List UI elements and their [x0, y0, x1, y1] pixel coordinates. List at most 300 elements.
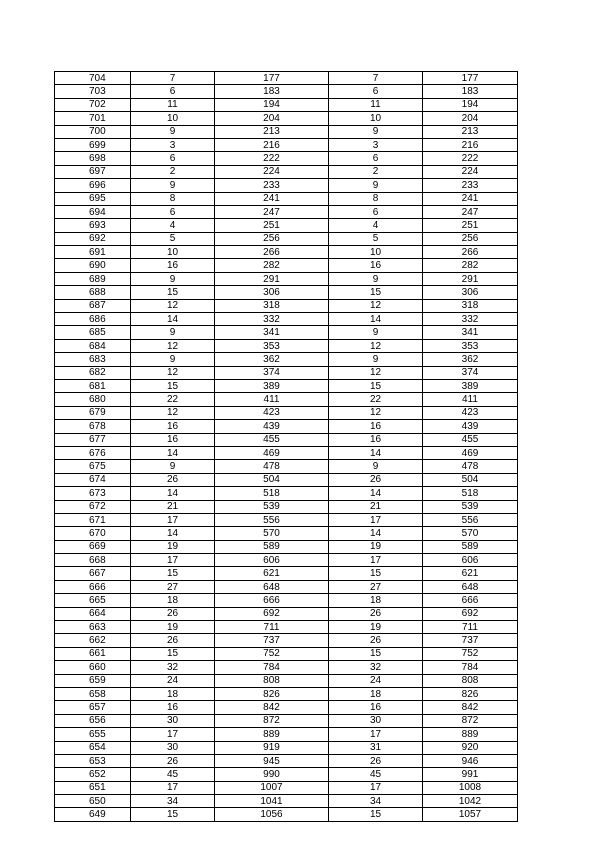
table-cell: 606 — [215, 554, 329, 567]
table-cell: 2 — [131, 165, 215, 178]
table-cell: 842 — [215, 701, 329, 714]
table-cell: 920 — [423, 741, 518, 754]
table-cell: 183 — [215, 85, 329, 98]
table-cell: 318 — [423, 299, 518, 312]
table-cell: 478 — [215, 460, 329, 473]
table-cell: 16 — [329, 433, 423, 446]
table-cell: 826 — [215, 687, 329, 700]
table-cell: 9 — [329, 326, 423, 339]
table-cell: 1056 — [215, 808, 329, 821]
table-cell: 247 — [215, 205, 329, 218]
table-cell: 439 — [423, 420, 518, 433]
table-cell: 654 — [55, 741, 131, 754]
table-cell: 7 — [329, 72, 423, 85]
table-cell: 15 — [131, 567, 215, 580]
table-cell: 690 — [55, 259, 131, 272]
table-cell: 17 — [131, 513, 215, 526]
table-cell: 224 — [423, 165, 518, 178]
table-cell: 9 — [329, 353, 423, 366]
table-cell: 673 — [55, 487, 131, 500]
table-row — [55, 339, 518, 352]
table-cell: 251 — [423, 219, 518, 232]
table-cell: 22 — [131, 393, 215, 406]
table-cell: 251 — [215, 219, 329, 232]
table-cell: 17 — [329, 554, 423, 567]
table-cell: 666 — [215, 594, 329, 607]
table-cell: 233 — [215, 179, 329, 192]
table-cell: 621 — [215, 567, 329, 580]
table-cell: 621 — [423, 567, 518, 580]
table-cell: 31 — [329, 741, 423, 754]
table-cell: 423 — [423, 406, 518, 419]
table-cell: 32 — [131, 661, 215, 674]
table-cell: 17 — [131, 728, 215, 741]
table-row — [55, 674, 518, 687]
table-cell: 19 — [329, 540, 423, 553]
table-cell: 695 — [55, 192, 131, 205]
table-cell: 10 — [131, 246, 215, 259]
table-cell: 711 — [215, 621, 329, 634]
table-cell: 752 — [423, 647, 518, 660]
table-cell: 680 — [55, 393, 131, 406]
table-cell: 518 — [423, 487, 518, 500]
table-cell: 341 — [215, 326, 329, 339]
table-cell: 353 — [215, 339, 329, 352]
table-cell: 177 — [215, 72, 329, 85]
table-cell: 12 — [329, 339, 423, 352]
table-row — [55, 621, 518, 634]
table-cell: 222 — [423, 152, 518, 165]
table-cell: 4 — [329, 219, 423, 232]
table-cell: 12 — [131, 366, 215, 379]
table-row — [55, 246, 518, 259]
table-cell: 5 — [329, 232, 423, 245]
table-cell: 5 — [131, 232, 215, 245]
table-cell: 666 — [423, 594, 518, 607]
table-cell: 18 — [329, 594, 423, 607]
table-row — [55, 72, 518, 85]
table-cell: 26 — [131, 754, 215, 767]
table-cell: 662 — [55, 634, 131, 647]
table-cell: 15 — [131, 286, 215, 299]
table-cell: 686 — [55, 313, 131, 326]
table-cell: 691 — [55, 246, 131, 259]
table-cell: 784 — [423, 661, 518, 674]
table-cell: 808 — [423, 674, 518, 687]
score-distribution-table — [54, 71, 518, 822]
table-cell: 589 — [215, 540, 329, 553]
table-cell: 469 — [423, 446, 518, 459]
table-cell: 389 — [423, 379, 518, 392]
table-cell: 16 — [329, 259, 423, 272]
table-cell: 990 — [215, 768, 329, 781]
table-cell: 266 — [215, 246, 329, 259]
table-cell: 15 — [329, 647, 423, 660]
table-cell: 687 — [55, 299, 131, 312]
table-row — [55, 152, 518, 165]
table-cell: 455 — [423, 433, 518, 446]
table-cell: 12 — [329, 406, 423, 419]
table-cell: 15 — [329, 286, 423, 299]
table-row — [55, 353, 518, 366]
table-cell: 12 — [131, 406, 215, 419]
table-cell: 389 — [215, 379, 329, 392]
table-cell: 8 — [131, 192, 215, 205]
table-cell: 674 — [55, 473, 131, 486]
table-cell: 1042 — [423, 795, 518, 808]
table-cell: 752 — [215, 647, 329, 660]
table-cell: 9 — [131, 272, 215, 285]
table-cell: 45 — [131, 768, 215, 781]
table-cell: 681 — [55, 379, 131, 392]
table-cell: 4 — [131, 219, 215, 232]
table-cell: 667 — [55, 567, 131, 580]
table-cell: 7 — [131, 72, 215, 85]
table-cell: 539 — [423, 500, 518, 513]
table-cell: 606 — [423, 554, 518, 567]
table-row — [55, 286, 518, 299]
table-cell: 15 — [131, 647, 215, 660]
table-cell: 9 — [131, 179, 215, 192]
table-cell: 672 — [55, 500, 131, 513]
table-cell: 670 — [55, 527, 131, 540]
table-cell: 18 — [131, 594, 215, 607]
table-cell: 45 — [329, 768, 423, 781]
table-cell: 247 — [423, 205, 518, 218]
table-cell: 19 — [131, 621, 215, 634]
table-cell: 9 — [131, 460, 215, 473]
table-cell: 17 — [329, 781, 423, 794]
table-cell: 504 — [423, 473, 518, 486]
table-row — [55, 98, 518, 111]
table-row — [55, 754, 518, 767]
table-cell: 701 — [55, 112, 131, 125]
table-cell: 652 — [55, 768, 131, 781]
table-cell: 374 — [215, 366, 329, 379]
table-cell: 678 — [55, 420, 131, 433]
table-row — [55, 741, 518, 754]
table-cell: 15 — [131, 808, 215, 821]
table-cell: 15 — [131, 379, 215, 392]
table-cell: 332 — [215, 313, 329, 326]
table-cell: 282 — [215, 259, 329, 272]
table-cell: 11 — [131, 98, 215, 111]
table-cell: 9 — [329, 460, 423, 473]
table-cell: 6 — [329, 205, 423, 218]
table-cell: 256 — [215, 232, 329, 245]
table-cell: 6 — [131, 152, 215, 165]
table-cell: 3 — [131, 138, 215, 151]
table-row — [55, 125, 518, 138]
table-cell: 737 — [423, 634, 518, 647]
table-row — [55, 795, 518, 808]
table-cell: 411 — [423, 393, 518, 406]
table-cell: 26 — [329, 754, 423, 767]
table-cell: 224 — [215, 165, 329, 178]
table-cell: 26 — [131, 634, 215, 647]
table-cell: 194 — [215, 98, 329, 111]
table-row — [55, 379, 518, 392]
table-cell: 14 — [131, 313, 215, 326]
table-row — [55, 661, 518, 674]
table-row — [55, 138, 518, 151]
table-cell: 26 — [131, 473, 215, 486]
table-cell: 14 — [131, 527, 215, 540]
table-cell: 183 — [423, 85, 518, 98]
table-cell: 15 — [329, 808, 423, 821]
table-row — [55, 406, 518, 419]
table-cell: 6 — [329, 85, 423, 98]
table-cell: 919 — [215, 741, 329, 754]
table-cell: 194 — [423, 98, 518, 111]
table-row — [55, 594, 518, 607]
table-row — [55, 513, 518, 526]
table-row — [55, 299, 518, 312]
table-cell: 14 — [131, 487, 215, 500]
table-row — [55, 219, 518, 232]
table-cell: 668 — [55, 554, 131, 567]
table-cell: 679 — [55, 406, 131, 419]
table-cell: 478 — [423, 460, 518, 473]
table-row — [55, 567, 518, 580]
table-cell: 889 — [423, 728, 518, 741]
table-cell: 1008 — [423, 781, 518, 794]
table-cell: 30 — [131, 741, 215, 754]
table-cell: 653 — [55, 754, 131, 767]
table-cell: 14 — [329, 446, 423, 459]
table-cell: 18 — [131, 687, 215, 700]
table-cell: 233 — [423, 179, 518, 192]
table-row — [55, 781, 518, 794]
table-cell: 27 — [131, 580, 215, 593]
table-cell: 10 — [329, 112, 423, 125]
table-cell: 14 — [329, 313, 423, 326]
table-cell: 693 — [55, 219, 131, 232]
table-cell: 6 — [131, 85, 215, 98]
table-cell: 18 — [329, 687, 423, 700]
table-cell: 222 — [215, 152, 329, 165]
table-row — [55, 687, 518, 700]
table-cell: 666 — [55, 580, 131, 593]
table-cell: 282 — [423, 259, 518, 272]
table-row — [55, 366, 518, 379]
table-cell: 660 — [55, 661, 131, 674]
table-cell: 216 — [215, 138, 329, 151]
table-cell: 21 — [131, 500, 215, 513]
table-cell: 26 — [329, 634, 423, 647]
table-cell: 9 — [131, 326, 215, 339]
table-row — [55, 112, 518, 125]
table-cell: 556 — [423, 513, 518, 526]
table-cell: 439 — [215, 420, 329, 433]
table-cell: 648 — [423, 580, 518, 593]
table-cell: 663 — [55, 621, 131, 634]
table-cell: 332 — [423, 313, 518, 326]
table-cell: 26 — [329, 607, 423, 620]
table-cell: 702 — [55, 98, 131, 111]
table-cell: 697 — [55, 165, 131, 178]
table-cell: 17 — [329, 513, 423, 526]
table-cell: 6 — [131, 205, 215, 218]
table-cell: 698 — [55, 152, 131, 165]
table-cell: 306 — [215, 286, 329, 299]
table-cell: 570 — [215, 527, 329, 540]
table-cell: 539 — [215, 500, 329, 513]
table-body — [55, 72, 518, 822]
table-cell: 692 — [215, 607, 329, 620]
table-cell: 16 — [131, 701, 215, 714]
table-cell: 651 — [55, 781, 131, 794]
table-cell: 24 — [131, 674, 215, 687]
table-cell: 9 — [131, 125, 215, 138]
table-cell: 12 — [329, 366, 423, 379]
table-cell: 808 — [215, 674, 329, 687]
table-cell: 24 — [329, 674, 423, 687]
table-cell: 658 — [55, 687, 131, 700]
table-cell: 684 — [55, 339, 131, 352]
table-cell: 177 — [423, 72, 518, 85]
table-cell: 648 — [215, 580, 329, 593]
table-cell: 241 — [215, 192, 329, 205]
table-row — [55, 205, 518, 218]
table-row — [55, 446, 518, 459]
table-row — [55, 85, 518, 98]
table-cell: 688 — [55, 286, 131, 299]
table-cell: 9 — [131, 353, 215, 366]
table-cell: 362 — [215, 353, 329, 366]
table-cell: 455 — [215, 433, 329, 446]
table-cell: 9 — [329, 125, 423, 138]
table-cell: 204 — [215, 112, 329, 125]
table-cell: 241 — [423, 192, 518, 205]
table-cell: 556 — [215, 513, 329, 526]
table-cell: 256 — [423, 232, 518, 245]
table-cell: 737 — [215, 634, 329, 647]
table-row — [55, 580, 518, 593]
table-cell: 650 — [55, 795, 131, 808]
table-row — [55, 728, 518, 741]
table-row — [55, 420, 518, 433]
table-row — [55, 714, 518, 727]
table-row — [55, 768, 518, 781]
table-row — [55, 460, 518, 473]
table-cell: 704 — [55, 72, 131, 85]
table-row — [55, 326, 518, 339]
table-row — [55, 179, 518, 192]
table-cell: 16 — [131, 420, 215, 433]
table-cell: 16 — [131, 433, 215, 446]
table-cell: 17 — [131, 781, 215, 794]
table-cell: 889 — [215, 728, 329, 741]
table-cell: 411 — [215, 393, 329, 406]
table-cell: 15 — [329, 379, 423, 392]
table-row — [55, 272, 518, 285]
table-row — [55, 393, 518, 406]
table-cell: 216 — [423, 138, 518, 151]
table-cell: 362 — [423, 353, 518, 366]
table-row — [55, 701, 518, 714]
table-row — [55, 259, 518, 272]
table-row — [55, 473, 518, 486]
table-row — [55, 500, 518, 513]
table-cell: 10 — [131, 112, 215, 125]
table-cell: 16 — [329, 420, 423, 433]
table-cell: 6 — [329, 152, 423, 165]
table-cell: 689 — [55, 272, 131, 285]
table-cell: 699 — [55, 138, 131, 151]
table-cell: 3 — [329, 138, 423, 151]
table-row — [55, 808, 518, 821]
table-cell: 26 — [131, 607, 215, 620]
table-cell: 504 — [215, 473, 329, 486]
table-row — [55, 433, 518, 446]
table-row — [55, 647, 518, 660]
table-cell: 10 — [329, 246, 423, 259]
table-cell: 664 — [55, 607, 131, 620]
table-row — [55, 192, 518, 205]
table-cell: 657 — [55, 701, 131, 714]
table-cell: 683 — [55, 353, 131, 366]
table-cell: 692 — [423, 607, 518, 620]
table-cell: 16 — [329, 701, 423, 714]
table-cell: 1007 — [215, 781, 329, 794]
table-row — [55, 540, 518, 553]
table-row — [55, 607, 518, 620]
table-cell: 22 — [329, 393, 423, 406]
table-cell: 682 — [55, 366, 131, 379]
table-row — [55, 634, 518, 647]
table-cell: 17 — [329, 728, 423, 741]
table-cell: 1041 — [215, 795, 329, 808]
table-cell: 11 — [329, 98, 423, 111]
table-cell: 291 — [215, 272, 329, 285]
table-cell: 703 — [55, 85, 131, 98]
table-cell: 711 — [423, 621, 518, 634]
table-cell: 675 — [55, 460, 131, 473]
table-cell: 26 — [329, 473, 423, 486]
table-cell: 204 — [423, 112, 518, 125]
table-cell: 2 — [329, 165, 423, 178]
table-cell: 945 — [215, 754, 329, 767]
table-cell: 12 — [329, 299, 423, 312]
table-cell: 9 — [329, 272, 423, 285]
table-cell: 946 — [423, 754, 518, 767]
table-cell: 700 — [55, 125, 131, 138]
table-cell: 826 — [423, 687, 518, 700]
table-cell: 692 — [55, 232, 131, 245]
table-cell: 30 — [329, 714, 423, 727]
table-row — [55, 527, 518, 540]
table-cell: 661 — [55, 647, 131, 660]
table-cell: 570 — [423, 527, 518, 540]
table-cell: 669 — [55, 540, 131, 553]
table-cell: 16 — [131, 259, 215, 272]
table-cell: 423 — [215, 406, 329, 419]
table-cell: 685 — [55, 326, 131, 339]
table-cell: 469 — [215, 446, 329, 459]
table-cell: 19 — [329, 621, 423, 634]
table-cell: 14 — [329, 527, 423, 540]
table-cell: 649 — [55, 808, 131, 821]
table-cell: 213 — [423, 125, 518, 138]
table-cell: 341 — [423, 326, 518, 339]
table-row — [55, 232, 518, 245]
table-cell: 9 — [329, 179, 423, 192]
table-cell: 27 — [329, 580, 423, 593]
table-cell: 784 — [215, 661, 329, 674]
table-cell: 34 — [329, 795, 423, 808]
table-cell: 213 — [215, 125, 329, 138]
